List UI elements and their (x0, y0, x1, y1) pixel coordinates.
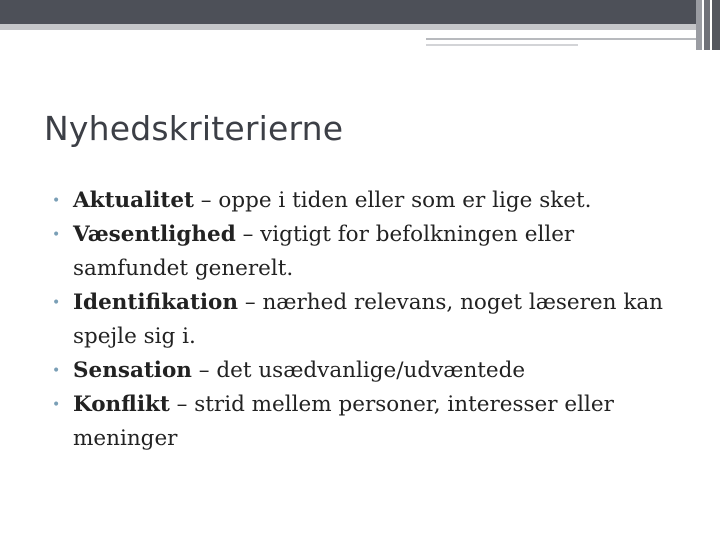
bullet-term: Væsentlighed (73, 222, 236, 247)
bullet-term: Konflikt (73, 392, 170, 417)
bullet-text: – oppe i tiden eller som er lige sket. (193, 188, 592, 213)
bullet-text: – vigtigt for befolkningen eller samfundet generelt. (73, 222, 575, 281)
bullet-term: Aktualitet (73, 188, 194, 213)
bullet-list (52, 184, 692, 456)
corner-bar (696, 0, 702, 50)
list-item (52, 184, 692, 218)
corner-bar (704, 0, 710, 50)
list-item (52, 388, 692, 456)
corner-bar (712, 0, 720, 50)
list-item (52, 286, 692, 354)
bullet-icon: • (52, 227, 61, 243)
bullet-icon: • (52, 193, 61, 209)
bullet-term: Identifikation (73, 290, 239, 315)
bullet-icon: • (52, 397, 61, 413)
bullet-icon: • (52, 363, 61, 379)
bullet-term: Sensation (73, 358, 192, 383)
header-rule (426, 38, 696, 40)
bullet-text: – det usædvanlige/udvæntede (191, 358, 526, 383)
list-item (52, 354, 692, 388)
bullet-text: – strid mellem personer, interesser eller meninger (73, 392, 614, 451)
bullet-icon: • (52, 295, 61, 311)
header-band (0, 0, 696, 24)
list-item (52, 218, 692, 286)
slide-title: Nyhedskriterierne (44, 109, 344, 148)
header-band-light (0, 24, 696, 30)
bullet-text: – nærhed relevans, noget læseren kan spejle sig i. (73, 290, 664, 349)
header-rule (426, 44, 578, 46)
